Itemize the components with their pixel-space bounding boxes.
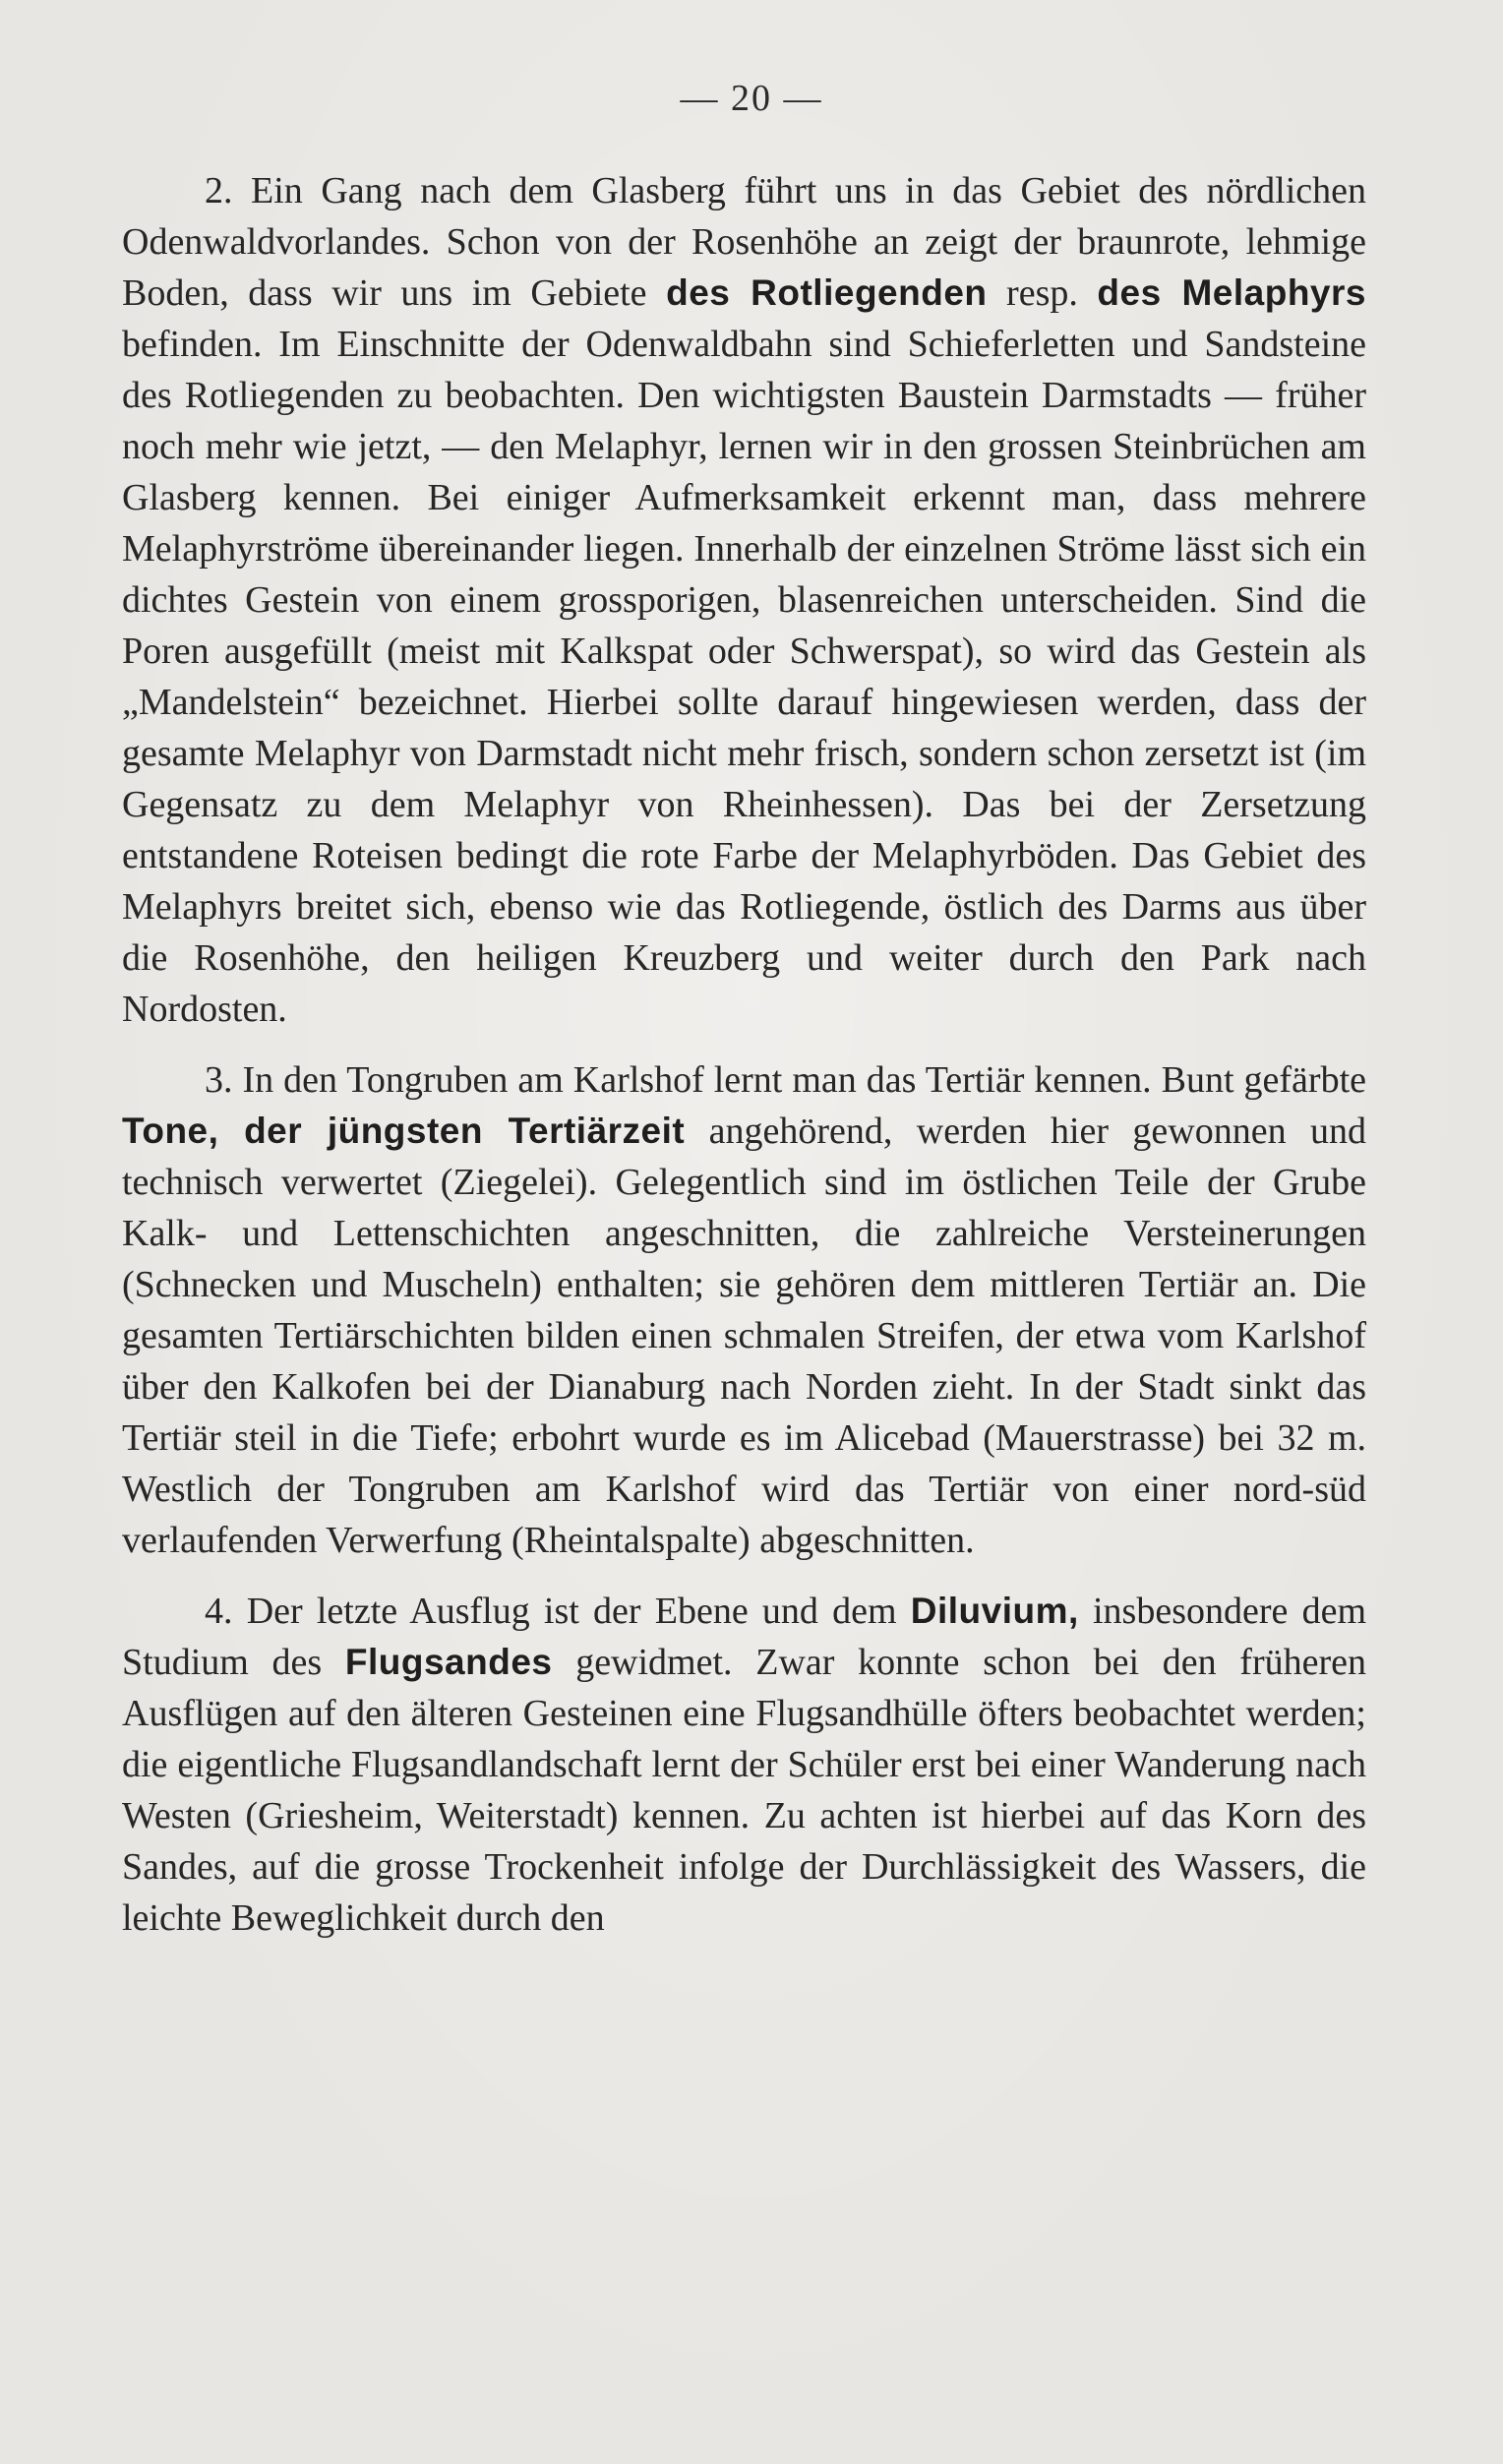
paragraph-3-text-1: 3. In den Tongruben am Karlshof lernt man das Tertiär kennen. Bunt gefärbte <box>205 1059 1366 1101</box>
paragraph-2-text-3: befinden. Im Einschnitte der Odenwaldbahn sind Schieferletten und Sandsteine des Rotliegenden zu beobachten. Den wichtigsten Baustein Darmstadts — früher noch mehr wie jetzt, — den Melaphyr, lernen wir in den grossen Steinbrüchen am Glasberg kennen. Bei einiger Aufmerksamkeit erkennt man, dass mehrere Melaphyrströme übereinander liegen. Innerhalb der einzelnen Ströme lässt sich ein dichtes Gestein von einem grossporigen, blasenreichen unterscheiden. Sind die Poren ausgefüllt (meist mit Kalkspat oder Schwerspat), so wird das Gestein als „Mandelstein“ bezeichnet. Hierbei sollte darauf hingewiesen werden, dass der gesamte Melaphyr von Darmstadt nicht mehr frisch, sondern schon zersetzt ist (im Gegensatz zu dem Melaphyr von Rheinhessen). Das bei der Zersetzung entstandene Roteisen bedingt die rote Farbe der Melaphyrböden. Das Gebiet des Melaphyrs breitet sich, ebenso wie das Rotliegende, östlich des Darms aus über die Rosenhöhe, den heiligen Kreuzberg und weiter durch den Park nach Nordosten. <box>122 324 1366 1030</box>
paragraph-3 <box>122 1054 1366 1566</box>
paragraph-3-text-2: angehörend, werden hier gewonnen und technisch verwertet (Ziegelei). Gelegentlich sind im östlichen Teile der Grube Kalk- und Lettenschichten angeschnitten, die zahlreiche Versteinerungen (Schnecken und Muscheln) enthalten; sie gehören dem mittleren Tertiär an. Die gesamten Tertiärschichten bilden einen schmalen Streifen, der etwa vom Karlshof über den Kalkofen bei der Dianaburg nach Norden zieht. In der Stadt sinkt das Tertiär steil in die Tiefe; erbohrt wurde es im Alicebad (Mauerstrasse) bei 32 m. Westlich der Tongruben am Karlshof wird das Tertiär von einer nord-süd verlaufenden Verwerfung (Rheintalspalte) abgeschnitten. <box>122 1111 1366 1561</box>
emphasis-tone: Tone, der jüngsten Tertiärzeit <box>122 1111 686 1151</box>
page-number: — 20 — <box>680 78 823 119</box>
paragraph-4-text-2: insbesondere dem Studium des <box>122 1591 1367 1683</box>
paragraph-4 <box>122 1586 1366 1944</box>
paragraph-2 <box>122 165 1366 1035</box>
paragraph-2-text-1: 2. Ein Gang nach dem Glasberg führt uns in das Gebiet des nördlichen Odenwaldvorlandes. Schon von der Rosenhöhe an zeigt der braunrote, lehmige Boden, dass wir uns im Gebiete <box>122 170 1366 314</box>
body-text <box>122 165 1366 1944</box>
paragraph-4-text-1: 4. Der letzte Ausflug ist der Ebene und dem <box>205 1591 911 1632</box>
emphasis-flugsandes: Flugsandes <box>344 1642 553 1682</box>
emphasis-melaphyrs: des Melaphyrs <box>1097 272 1366 313</box>
emphasis-diluvium: Diluvium, <box>910 1591 1079 1631</box>
paragraph-2-text-2: resp. <box>987 272 1098 314</box>
emphasis-rotliegenden: des Rotliegenden <box>666 272 988 313</box>
paragraph-4-text-3: gewidmet. Zwar konnte schon bei den früheren Ausflügen auf den älteren Gesteinen eine Flugsandhülle öfters beobachtet werden; die eigentliche Flugsandlandschaft lernt der Schüler erst bei einer Wanderung nach Westen (Griesheim, Weiterstadt) kennen. Zu achten ist hierbei auf das Korn des Sandes, auf die grosse Trockenheit infolge der Durchlässigkeit des Wassers, die leichte Beweglichkeit durch den <box>122 1642 1366 1939</box>
